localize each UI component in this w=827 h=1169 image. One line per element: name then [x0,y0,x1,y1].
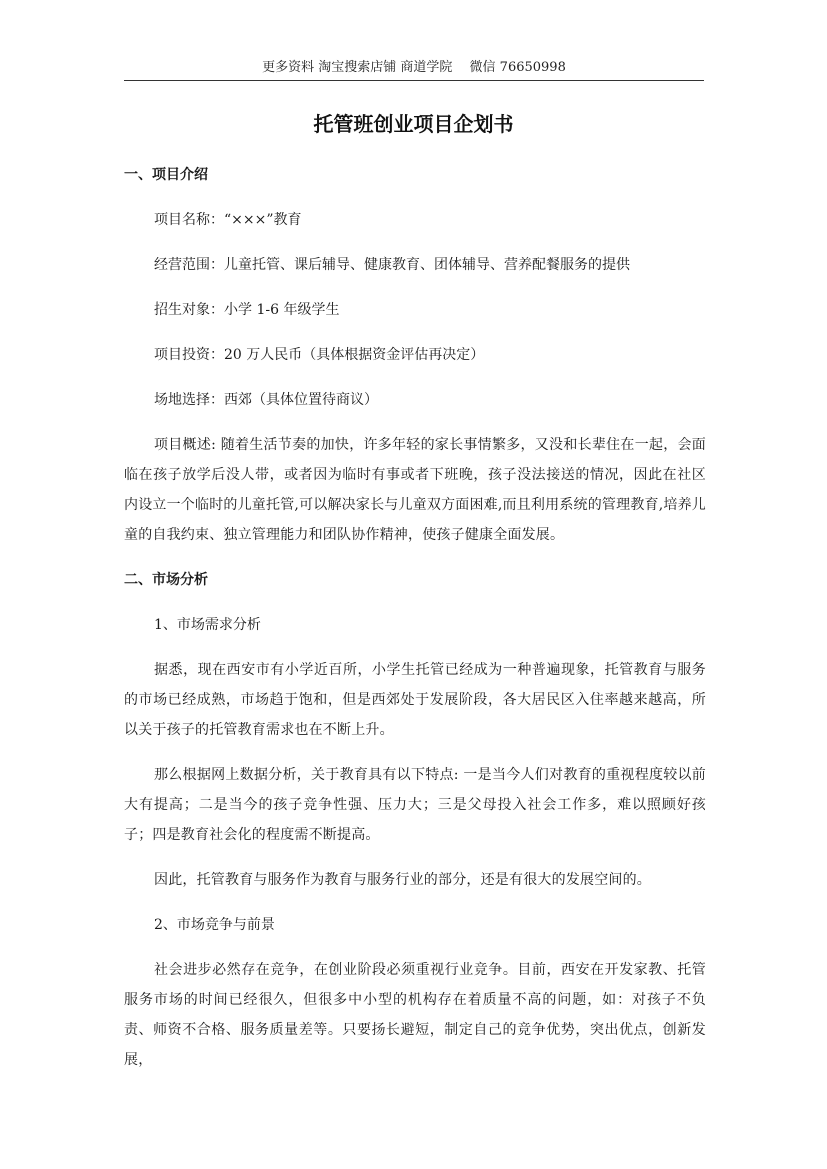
paragraph-demand-2: 那么根据网上数据分析，关于教育具有以下特点: 一是当今人们对教育的重视程度较以前大有提高；二是当今的孩子竞争性强、压力大；三是父母投入社会工作多，难以照顾好孩子；四是教育社会化的程度需不断提高。 [124,767,706,843]
paragraph-demand-1: 据悉，现在西安市有小学近百所，小学生托管已经成为一种普遍现象，托管教育与服务的市场已经成熟，市场趋于饱和，但是西郊处于发展阶段，各大居民区入住率越来越高，所以关于孩子的托管教育需求也在不断上升。 [124,662,706,738]
section-heading-intro: 一、项目介绍 [124,167,208,183]
document-title: 托管班创业项目企划书 [313,112,514,136]
paragraph-demand-3: 因此，托管教育与服务作为教育与服务行业的部分，还是有很大的发展空间的。 [154,872,651,888]
project-overview: 项目概述: 随着生活节奏的加快，许多年轻的家长事情繁多，又没和长辈住在一起，会面临在孩子放学后没人带，或者因为临时有事或者下班晚，孩子没法接送的情况，因此在社区内设立一个临时的儿童托管,可以解决家长与儿童双方面困难,而且利用系统的管理教育,培养儿童的自我约束、独立管理能力和团队协作精神，使孩子健康全面发展。 [124,437,706,543]
page-header: 更多资料 淘宝搜索店铺 商道学院 微信 76650998 [124,58,704,81]
paragraph-competition: 社会进步必然存在竞争，在创业阶段必须重视行业竞争。目前，西安在开发家教、托管服务市场的时间已经很久，但很多中小型的机构存在着质量不高的问题，如：对孩子不负责、师资不合格、服务质量差等。只要扬长避短，制定自己的竞争优势，突出优点，创新发展， [124,962,706,1068]
subheading-competition: 2、市场竞争与前景 [154,917,275,933]
enrollment-target: 招生对象：小学 1-6 年级学生 [154,302,340,318]
project-name: 项目名称：“×××”教育 [154,212,302,228]
business-scope: 经营范围：儿童托管、课后辅导、健康教育、团体辅导、营养配餐服务的提供 [154,257,630,273]
project-investment: 项目投资：20 万人民币（具体根据资金评估再决定） [154,347,485,363]
site-selection: 场地选择：西郊（具体位置待商议） [154,392,378,408]
section-heading-market: 二、市场分析 [124,572,208,588]
document-body [124,160,706,1090]
subheading-demand: 1、市场需求分析 [154,617,261,633]
